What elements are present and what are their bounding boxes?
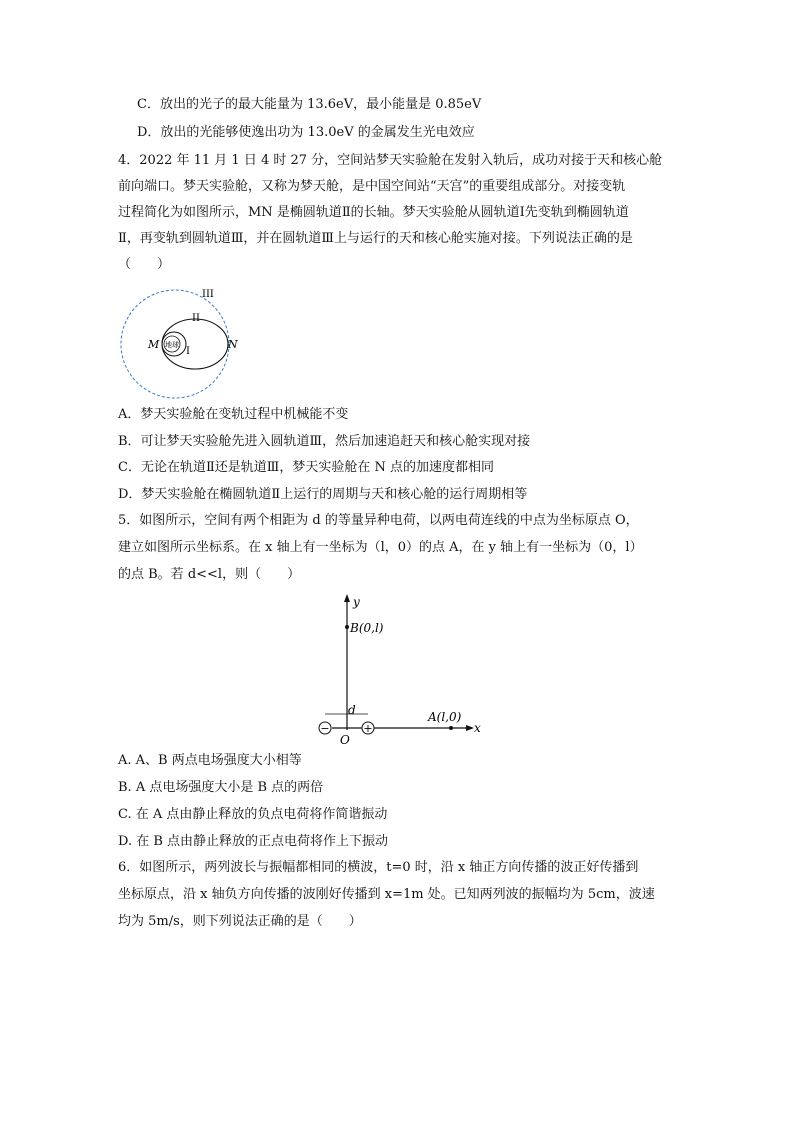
label-i: I [186,346,190,357]
point-a-label: A(l,0) [428,710,462,724]
q6-stem-line-1: 6．如图所示，两列波长与振幅都相同的横波，t=0 时，沿 x 轴正方向传播的波正好传播到 [118,860,639,875]
q3-option-d: D．放出的光能够使逸出功为 13.0eV 的金属发生光电效应 [137,125,475,140]
x-axis-label: x [474,721,481,735]
q4-option-c: C．无论在轨道Ⅱ还是轨道Ⅲ，梦天实验舱在 N 点的加速度都相同 [118,460,494,475]
y-axis-label: y [353,595,360,609]
q4-stem-line-1: 4．2022 年 11 月 1 日 4 时 27 分，空间站梦天实验舱在发射入轨后，成功对接于天和核心舱 [118,153,663,168]
orbit-diagram [110,280,250,400]
q6-stem-line-3: 均为 5m/s，则下列说法正确的是（ ） [118,914,362,929]
point-b-label: B(0,l) [350,621,384,635]
q4-stem-line-3: 过程简化为如图所示，MN 是椭圆轨道Ⅱ的长轴。梦天实验舱从圆轨道Ⅰ先变轨到椭圆轨道 [118,205,629,220]
point-b [345,625,349,629]
q4-stem-line-2: 前向端口。梦天实验舱，又称为梦天舱，是中国空间站“天宫”的重要组成部分。对接变轨 [118,179,626,194]
d-label: d [348,703,356,717]
q4-stem-line-5: （ ） [118,257,171,272]
label-iii: III [202,289,214,300]
charge-coordinate-diagram [300,590,500,750]
q4-stem-line-4: Ⅱ，再变轨到圆轨道Ⅲ，并在圆轨道Ⅲ上与运行的天和核心舱实施对接。下列说法正确的是 [118,231,633,246]
q4-option-a: A．梦天实验舱在变轨过程中机械能不变 [118,407,349,422]
q4-option-b: B．可让梦天实验舱先进入圆轨道Ⅲ，然后加速追赶天和核心舱实现对接 [118,434,531,449]
q5-option-b: B. A 点电场强度大小是 B 点的两倍 [118,780,324,795]
y-axis-arrow [344,594,350,602]
point-a [449,726,453,730]
q6-stem-line-2: 坐标原点，沿 x 轴负方向传播的波刚好传播到 x=1m 处。已知两列波的振幅均为 5cm，波速 [118,887,655,902]
negative-charge-sign: − [320,722,330,735]
earth-label: 地球 [165,341,179,349]
q5-option-a: A. A、B 两点电场强度大小相等 [118,753,302,768]
positive-charge-sign: + [363,722,373,735]
x-axis-arrow [466,725,474,731]
q4-option-d: D．梦天实验舱在椭圆轨道Ⅱ上运行的周期与天和核心舱的运行周期相等 [118,487,528,502]
q5-stem-line-1: 5．如图所示，空间有两个相距为 d 的等量异种电荷，以两电荷连线的中点为坐标原点 O， [118,513,639,528]
q5-stem-line-3: 的点 B。若 d<<l，则（ ） [118,567,301,582]
label-ii: II [192,313,200,324]
q5-option-c: C. 在 A 点由静止释放的负点电荷将作简谐振动 [118,807,388,822]
label-m: M [148,338,160,351]
q3-option-c: C．放出的光子的最大能量为 13.6eV，最小能量是 0.85eV [137,97,482,112]
label-n: N [228,338,238,351]
origin-label: O [340,733,350,747]
q5-stem-line-2: 建立如图所示坐标系。在 x 轴上有一坐标为（l，0）的点 A，在 y 轴上有一坐标为（0，l） [118,540,643,555]
q5-option-d: D. 在 B 点由静止释放的正点电荷将作上下振动 [118,834,389,849]
